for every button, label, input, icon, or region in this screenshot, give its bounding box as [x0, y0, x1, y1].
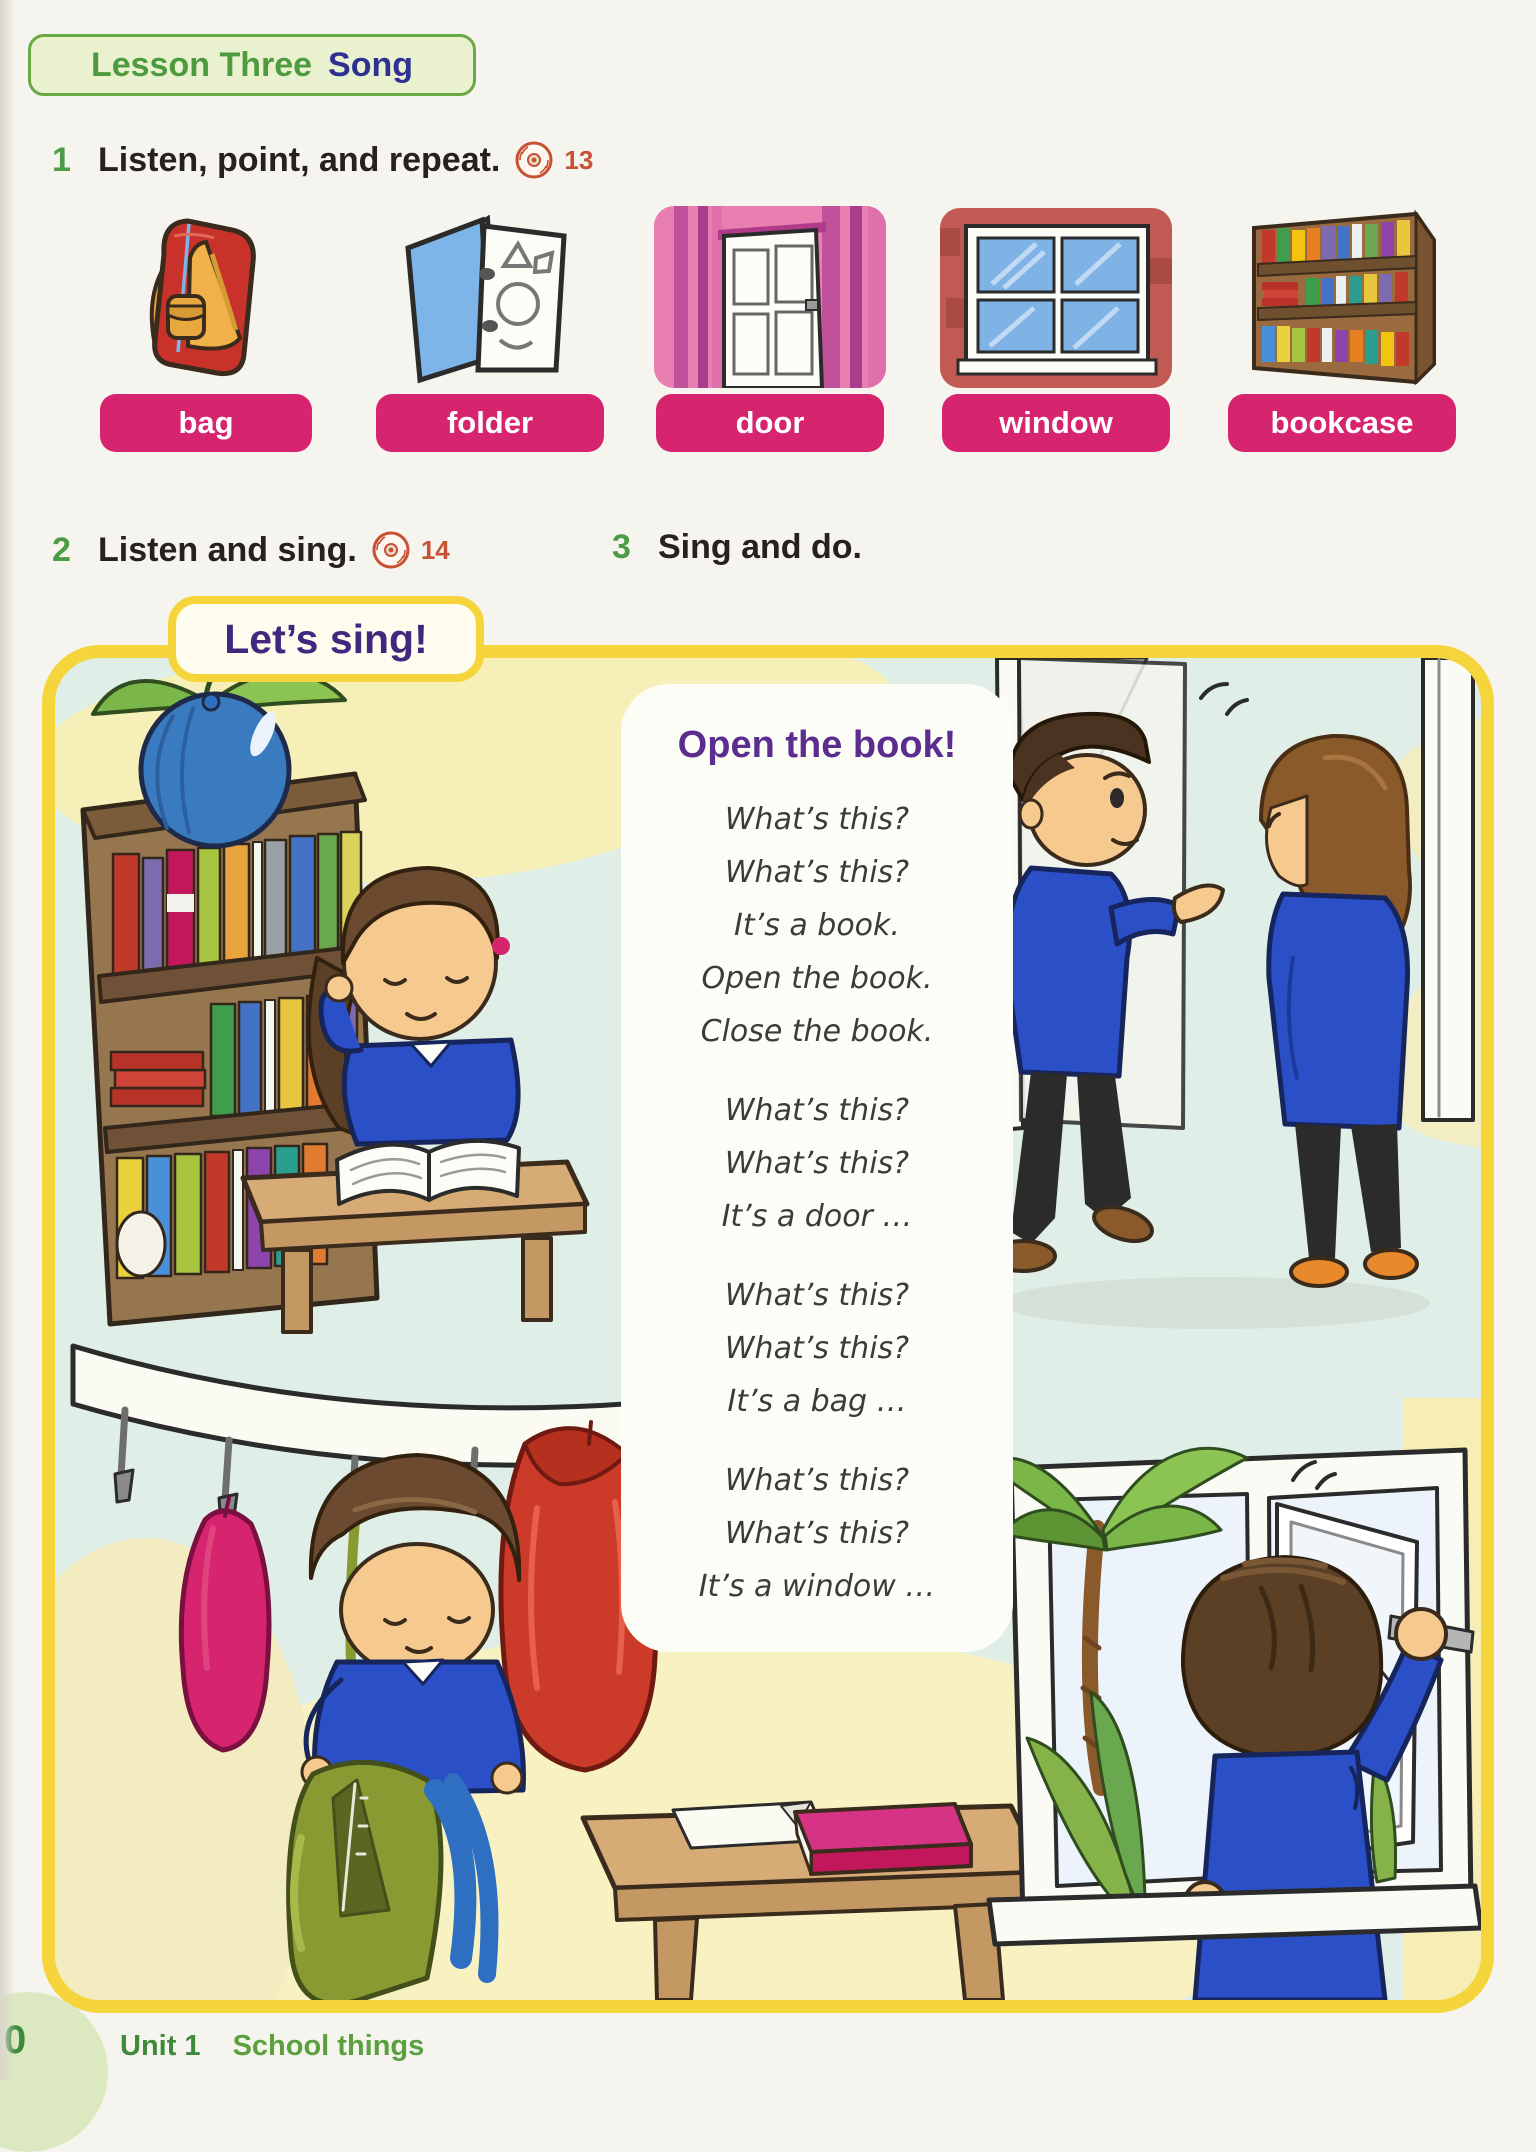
- lesson-title: Lesson Three: [90, 45, 313, 84]
- exercise-2-row: [52, 528, 450, 572]
- lyric-line: What’s this?: [724, 802, 910, 837]
- vocab-card-folder: [370, 196, 610, 452]
- song-verse-3: [621, 1269, 1013, 1428]
- folder-image: [370, 196, 610, 388]
- vocab-label-bookcase: bookcase: [1228, 394, 1456, 452]
- track-number: 14: [420, 534, 450, 565]
- page-number: 0: [4, 2018, 27, 2062]
- lyric-line: What’s this?: [724, 1331, 910, 1366]
- vocab-card-bag: [86, 196, 326, 452]
- lyric-line: It’s a door …: [721, 1199, 913, 1234]
- cd-icon: [369, 528, 413, 572]
- lets-sing-badge: [168, 596, 484, 682]
- exercise-1-row: [52, 138, 593, 182]
- door-kids-illustration: [977, 658, 1417, 1286]
- door-image: [650, 196, 890, 388]
- exercise-1-number: 1: [52, 140, 71, 179]
- right-door-frame: [1423, 658, 1473, 1120]
- lyric-line: What’s this?: [724, 1516, 910, 1551]
- exercise-2-instruction: Listen and sing.: [98, 530, 357, 569]
- vocab-card-bookcase: [1222, 196, 1462, 452]
- lets-sing-label: Let’s sing!: [224, 615, 428, 662]
- exercise-3-number: 3: [612, 528, 631, 566]
- song-verse-2: [621, 1084, 1013, 1243]
- lesson-header-pill: [28, 34, 476, 96]
- footer-unit-topic: School things: [232, 2030, 425, 2062]
- lyric-line: It’s a book.: [734, 908, 900, 943]
- packing-boy-illustration: [289, 1455, 524, 2000]
- track-number: 13: [564, 144, 594, 175]
- song-title: Open the book!: [677, 724, 957, 766]
- lesson-type: Song: [328, 45, 414, 84]
- bag-image: [86, 196, 326, 388]
- window-image: [936, 196, 1176, 388]
- exercise-3-instruction: Sing and do.: [658, 528, 862, 566]
- lyric-line: Open the book.: [701, 961, 933, 996]
- bookcase-image: [1222, 196, 1462, 388]
- page-number-circle: [0, 1992, 108, 2152]
- vocab-label-bag: bag: [100, 394, 312, 452]
- song-lyrics-panel: [621, 684, 1013, 1652]
- vocab-label-door: door: [656, 394, 884, 452]
- lyric-line: It’s a bag …: [727, 1384, 907, 1419]
- lyric-line: What’s this?: [724, 855, 910, 890]
- lyric-line: What’s this?: [724, 1093, 910, 1128]
- window-kid-illustration: [983, 1448, 1481, 2000]
- lyric-line: What’s this?: [724, 1278, 910, 1313]
- vocab-label-window: window: [942, 394, 1170, 452]
- song-scene-panel: [42, 645, 1494, 2013]
- song-verse-1: [621, 793, 1013, 1058]
- footer-unit-label: Unit 1: [120, 2030, 201, 2062]
- vocab-label-folder: folder: [376, 394, 604, 452]
- song-verse-4: [621, 1454, 1013, 1613]
- exercise-1-instruction: Listen, point, and repeat.: [98, 140, 501, 179]
- exercise-2-number: 2: [52, 530, 71, 569]
- lyric-line: Close the book.: [700, 1014, 934, 1049]
- cd-icon: [512, 138, 556, 182]
- lyric-line: What’s this?: [724, 1146, 910, 1181]
- exercise-3-row: [612, 528, 862, 567]
- vocab-card-door: [650, 196, 890, 452]
- lyric-line: It’s a window …: [698, 1569, 936, 1604]
- lyric-line: What’s this?: [724, 1463, 910, 1498]
- vocab-card-window: [936, 196, 1176, 452]
- footer: [120, 2030, 424, 2063]
